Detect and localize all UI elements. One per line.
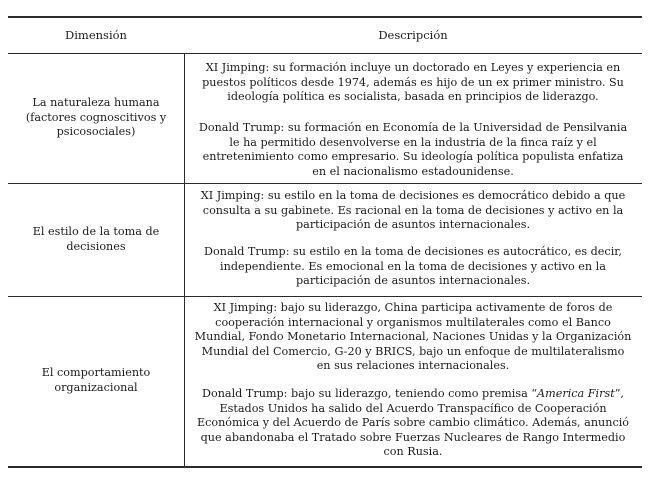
row-3-paragraph-trump: Donald Trump: bajo su liderazgo, teniendo como premisa “America First”, Estados Unidos ha salido del Acuerdo Transpacífico de Cooperación Económica y del Acuerdo de París sobre cambio climático. Además, anunció que abandonaba el Tratado sobre Fuerzas Nucleares de Rango Intermedio con Rusia. [196, 387, 630, 459]
top-rule [8, 16, 642, 18]
row-1-paragraph-trump: Donald Trump: su formación en Economía de la Universidad de Pensilvania le ha permitido desenvolverse en la industria de la finca raíz y el entretenimiento como empresario. Su ideología política populista enfatiza en el nacionalismo estadounidense. [198, 121, 628, 178]
row-2-paragraph-trump: Donald Trump: su estilo en la toma de decisiones es autocrático, es decir, independiente. Es emocional en la toma de decisiones y activo en la participación de asuntos internacionales. [204, 245, 622, 288]
row-2-dimension-cell [8, 183, 184, 296]
row-2-dimension: El estilo de la toma de decisiones [32, 224, 160, 253]
row-3-paragraph-xi: XI Jimping: bajo su liderazgo, China participa activamente de foros de cooperación internacional y organismos multilaterales como el Banco Mundial, Fondo Monetario Internacional, Naciones Unidas y la Organización Mundial del Comercio, G-20 y BRICS, bajo un enfoque de multilateralismo en sus relaciones internacionales. [194, 301, 632, 373]
header-description: Descripción [378, 28, 448, 42]
column-divider [184, 53, 185, 466]
row-3-dimension-cell [8, 296, 184, 466]
slogan-italic: America First [537, 387, 615, 400]
row-1-paragraph-xi: XI Jimping: su formación incluye un doctorado en Leyes y experiencia en puestos políticos desde 1974, además es hijo de un ex primer ministro. Su ideología política es socialista, basada en principios de liderazgo. [202, 61, 624, 104]
row-1-dimension: La naturaleza humana (factores cognoscitivos y psicosociales) [25, 96, 167, 139]
row-3-dimension: El comportamiento organizacional [41, 366, 151, 394]
row-2-paragraph-xi: XI Jimping: su estilo en la toma de decisiones es democrático debido a que consulta a su gabinete. Es racional en la toma de decisiones y activo en la participación de asuntos internacionales. [200, 189, 626, 232]
bottom-rule [8, 466, 642, 468]
row-1-dimension-cell [8, 53, 184, 183]
header-dimension: Dimensión [65, 28, 127, 42]
